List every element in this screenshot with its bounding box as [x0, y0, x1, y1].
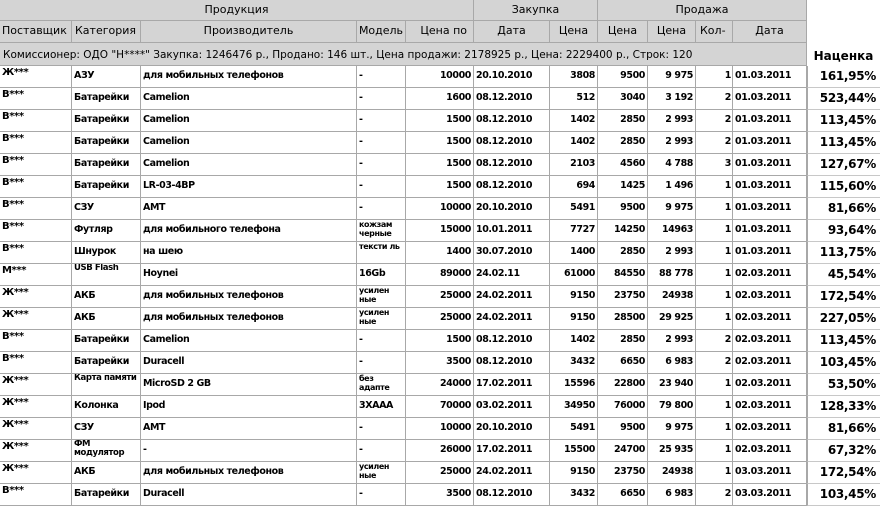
cell-maker[interactable]: Camelion: [141, 132, 357, 154]
cell-list-price[interactable]: 1500: [406, 132, 474, 154]
cell-markup[interactable]: 128,33%: [807, 396, 880, 418]
cell-model[interactable]: -: [357, 110, 406, 132]
header-group-sale[interactable]: Продажа: [598, 0, 807, 21]
cell-buy-price[interactable]: 9150: [550, 462, 598, 484]
cell-list-price[interactable]: 70000: [406, 396, 474, 418]
cell-model[interactable]: без адапте: [357, 374, 406, 396]
cell-supplier[interactable]: Ж***: [0, 396, 72, 418]
cell-model[interactable]: -: [357, 352, 406, 374]
column-header-sale-price[interactable]: Цена: [598, 21, 648, 43]
cell-buy-price[interactable]: 2103: [550, 154, 598, 176]
cell-sale-date[interactable]: 03.03.2011: [733, 462, 807, 484]
column-header-sale-price-total[interactable]: Цена: [648, 21, 696, 43]
header-group-product[interactable]: Продукция: [0, 0, 474, 21]
cell-markup[interactable]: 81,66%: [807, 418, 880, 440]
cell-supplier[interactable]: В***: [0, 176, 72, 198]
cell-category[interactable]: Батарейки: [72, 110, 141, 132]
cell-quantity[interactable]: 1: [696, 242, 733, 264]
cell-buy-date[interactable]: 08.12.2010: [474, 176, 550, 198]
cell-model[interactable]: 16Gb: [357, 264, 406, 286]
cell-sale-price-total[interactable]: 14963: [648, 220, 696, 242]
cell-sale-date[interactable]: 01.03.2011: [733, 242, 807, 264]
cell-quantity[interactable]: 1: [696, 396, 733, 418]
cell-buy-price[interactable]: 34950: [550, 396, 598, 418]
cell-category[interactable]: Батарейки: [72, 330, 141, 352]
cell-markup[interactable]: 113,45%: [807, 330, 880, 352]
cell-quantity[interactable]: 1: [696, 176, 733, 198]
cell-category[interactable]: АЗУ: [72, 66, 141, 88]
cell-sale-price[interactable]: 23750: [598, 286, 648, 308]
cell-maker[interactable]: Camelion: [141, 154, 357, 176]
cell-markup[interactable]: 103,45%: [807, 484, 880, 506]
cell-list-price[interactable]: 1600: [406, 88, 474, 110]
cell-model[interactable]: усилен ные: [357, 286, 406, 308]
column-header-buy-date[interactable]: Дата: [474, 21, 550, 43]
cell-list-price[interactable]: 15000: [406, 220, 474, 242]
cell-category[interactable]: СЗУ: [72, 198, 141, 220]
cell-quantity[interactable]: 1: [696, 418, 733, 440]
cell-model[interactable]: -: [357, 418, 406, 440]
cell-buy-date[interactable]: 03.02.2011: [474, 396, 550, 418]
header-group-purchase[interactable]: Закупка: [474, 0, 598, 21]
cell-supplier[interactable]: Ж***: [0, 66, 72, 88]
cell-supplier[interactable]: В***: [0, 154, 72, 176]
cell-buy-date[interactable]: 20.10.2010: [474, 418, 550, 440]
cell-maker[interactable]: Camelion: [141, 330, 357, 352]
cell-sale-date[interactable]: 02.03.2011: [733, 330, 807, 352]
cell-buy-price[interactable]: 9150: [550, 286, 598, 308]
cell-quantity[interactable]: 2: [696, 352, 733, 374]
cell-buy-price[interactable]: 694: [550, 176, 598, 198]
cell-model[interactable]: -: [357, 132, 406, 154]
cell-model[interactable]: усилен ные: [357, 462, 406, 484]
cell-sale-price[interactable]: 84550: [598, 264, 648, 286]
cell-sale-price[interactable]: 28500: [598, 308, 648, 330]
cell-markup[interactable]: 113,75%: [807, 242, 880, 264]
cell-sale-price-total[interactable]: 24938: [648, 462, 696, 484]
cell-markup[interactable]: 161,95%: [807, 66, 880, 88]
cell-sale-price[interactable]: 24700: [598, 440, 648, 462]
cell-category[interactable]: Шнурок: [72, 242, 141, 264]
cell-category[interactable]: АКБ: [72, 308, 141, 330]
cell-maker[interactable]: Hoynei: [141, 264, 357, 286]
cell-sale-price[interactable]: 4560: [598, 154, 648, 176]
cell-markup[interactable]: 93,64%: [807, 220, 880, 242]
cell-sale-price[interactable]: 3040: [598, 88, 648, 110]
column-header-buy-price[interactable]: Цена: [550, 21, 598, 43]
cell-list-price[interactable]: 1500: [406, 154, 474, 176]
cell-buy-date[interactable]: 17.02.2011: [474, 440, 550, 462]
column-header-quantity[interactable]: Кол-: [696, 21, 733, 43]
cell-category[interactable]: Футляр: [72, 220, 141, 242]
cell-category[interactable]: Карта памяти: [72, 374, 141, 396]
cell-list-price[interactable]: 10000: [406, 418, 474, 440]
cell-supplier[interactable]: В***: [0, 242, 72, 264]
cell-buy-price[interactable]: 1400: [550, 242, 598, 264]
cell-maker[interactable]: АМТ: [141, 418, 357, 440]
cell-sale-price-total[interactable]: 6 983: [648, 484, 696, 506]
cell-quantity[interactable]: 1: [696, 198, 733, 220]
cell-buy-date[interactable]: 30.07.2010: [474, 242, 550, 264]
cell-sale-price-total[interactable]: 9 975: [648, 66, 696, 88]
cell-sale-date[interactable]: 01.03.2011: [733, 132, 807, 154]
cell-category[interactable]: Батарейки: [72, 132, 141, 154]
cell-markup[interactable]: 227,05%: [807, 308, 880, 330]
cell-sale-price-total[interactable]: 3 192: [648, 88, 696, 110]
cell-supplier[interactable]: В***: [0, 330, 72, 352]
cell-supplier[interactable]: Ж***: [0, 418, 72, 440]
cell-sale-price[interactable]: 76000: [598, 396, 648, 418]
cell-sale-date[interactable]: 01.03.2011: [733, 220, 807, 242]
cell-sale-date[interactable]: 01.03.2011: [733, 110, 807, 132]
cell-list-price[interactable]: 1500: [406, 176, 474, 198]
cell-category[interactable]: Батарейки: [72, 154, 141, 176]
cell-sale-price[interactable]: 2850: [598, 330, 648, 352]
cell-buy-price[interactable]: 3808: [550, 66, 598, 88]
cell-sale-date[interactable]: 02.03.2011: [733, 418, 807, 440]
cell-markup[interactable]: 113,45%: [807, 132, 880, 154]
cell-quantity[interactable]: 1: [696, 308, 733, 330]
cell-buy-date[interactable]: 08.12.2010: [474, 484, 550, 506]
cell-quantity[interactable]: 2: [696, 132, 733, 154]
cell-category[interactable]: АКБ: [72, 462, 141, 484]
cell-maker[interactable]: Ipod: [141, 396, 357, 418]
cell-supplier[interactable]: Ж***: [0, 374, 72, 396]
cell-category[interactable]: Батарейки: [72, 484, 141, 506]
cell-buy-date[interactable]: 08.12.2010: [474, 154, 550, 176]
cell-buy-date[interactable]: 20.10.2010: [474, 66, 550, 88]
cell-model[interactable]: 3XAAA: [357, 396, 406, 418]
column-header-list-price[interactable]: Цена по: [406, 21, 474, 43]
cell-maker[interactable]: АМТ: [141, 198, 357, 220]
cell-buy-price[interactable]: 1402: [550, 330, 598, 352]
cell-sale-price[interactable]: 2850: [598, 110, 648, 132]
cell-list-price[interactable]: 1400: [406, 242, 474, 264]
cell-supplier[interactable]: В***: [0, 484, 72, 506]
cell-buy-price[interactable]: 3432: [550, 352, 598, 374]
column-header-model[interactable]: Модель: [357, 21, 406, 43]
cell-sale-date[interactable]: 02.03.2011: [733, 352, 807, 374]
cell-maker[interactable]: для мобильного телефона: [141, 220, 357, 242]
cell-sale-price[interactable]: 9500: [598, 66, 648, 88]
cell-supplier[interactable]: Ж***: [0, 286, 72, 308]
cell-markup[interactable]: 127,67%: [807, 154, 880, 176]
cell-sale-date[interactable]: 02.03.2011: [733, 286, 807, 308]
cell-markup[interactable]: 53,50%: [807, 374, 880, 396]
cell-maker[interactable]: для мобильных телефонов: [141, 308, 357, 330]
cell-sale-price-total[interactable]: 2 993: [648, 132, 696, 154]
cell-maker[interactable]: Camelion: [141, 88, 357, 110]
cell-maker[interactable]: -: [141, 440, 357, 462]
cell-buy-date[interactable]: 08.12.2010: [474, 88, 550, 110]
cell-sale-price[interactable]: 9500: [598, 418, 648, 440]
cell-category[interactable]: Колонка: [72, 396, 141, 418]
cell-list-price[interactable]: 25000: [406, 462, 474, 484]
cell-supplier[interactable]: Ж***: [0, 462, 72, 484]
cell-maker[interactable]: для мобильных телефонов: [141, 462, 357, 484]
cell-buy-date[interactable]: 20.10.2010: [474, 198, 550, 220]
cell-list-price[interactable]: 3500: [406, 352, 474, 374]
cell-quantity[interactable]: 1: [696, 286, 733, 308]
cell-supplier[interactable]: М***: [0, 264, 72, 286]
cell-quantity[interactable]: 1: [696, 462, 733, 484]
cell-list-price[interactable]: 1500: [406, 110, 474, 132]
cell-sale-price-total[interactable]: 29 925: [648, 308, 696, 330]
cell-sale-price[interactable]: 14250: [598, 220, 648, 242]
cell-markup[interactable]: 103,45%: [807, 352, 880, 374]
cell-markup[interactable]: 115,60%: [807, 176, 880, 198]
cell-quantity[interactable]: 2: [696, 110, 733, 132]
cell-buy-price[interactable]: 1402: [550, 132, 598, 154]
cell-supplier[interactable]: Ж***: [0, 440, 72, 462]
cell-model[interactable]: -: [357, 88, 406, 110]
cell-category[interactable]: ФМ модулятор: [72, 440, 141, 462]
cell-sale-price-total[interactable]: 4 788: [648, 154, 696, 176]
cell-sale-price[interactable]: 6650: [598, 484, 648, 506]
column-header-supplier[interactable]: Поставщик: [0, 21, 72, 43]
cell-buy-date[interactable]: 24.02.2011: [474, 286, 550, 308]
cell-category[interactable]: СЗУ: [72, 418, 141, 440]
cell-category[interactable]: USB Flash: [72, 264, 141, 286]
cell-sale-price[interactable]: 23750: [598, 462, 648, 484]
cell-sale-price-total[interactable]: 9 975: [648, 198, 696, 220]
cell-model[interactable]: тексти ль: [357, 242, 406, 264]
cell-quantity[interactable]: 1: [696, 66, 733, 88]
cell-list-price[interactable]: 25000: [406, 308, 474, 330]
cell-buy-price[interactable]: 15596: [550, 374, 598, 396]
cell-quantity[interactable]: 1: [696, 440, 733, 462]
cell-buy-date[interactable]: 17.02.2011: [474, 374, 550, 396]
cell-sale-price-total[interactable]: 23 940: [648, 374, 696, 396]
cell-list-price[interactable]: 10000: [406, 198, 474, 220]
cell-maker[interactable]: на шею: [141, 242, 357, 264]
cell-model[interactable]: кожзам черные: [357, 220, 406, 242]
cell-category[interactable]: АКБ: [72, 286, 141, 308]
cell-sale-price[interactable]: 9500: [598, 198, 648, 220]
cell-sale-price-total[interactable]: 2 993: [648, 330, 696, 352]
cell-sale-price-total[interactable]: 2 993: [648, 242, 696, 264]
cell-sale-price[interactable]: 2850: [598, 242, 648, 264]
cell-sale-date[interactable]: 02.03.2011: [733, 264, 807, 286]
cell-markup[interactable]: 45,54%: [807, 264, 880, 286]
cell-buy-price[interactable]: 9150: [550, 308, 598, 330]
cell-list-price[interactable]: 26000: [406, 440, 474, 462]
cell-buy-price[interactable]: 5491: [550, 418, 598, 440]
cell-model[interactable]: -: [357, 440, 406, 462]
cell-sale-date[interactable]: 02.03.2011: [733, 440, 807, 462]
cell-sale-price-total[interactable]: 9 975: [648, 418, 696, 440]
cell-maker[interactable]: для мобильных телефонов: [141, 286, 357, 308]
cell-sale-date[interactable]: 01.03.2011: [733, 154, 807, 176]
cell-maker[interactable]: LR-03-4BP: [141, 176, 357, 198]
markup-column-header: Наценка: [813, 49, 874, 63]
cell-markup[interactable]: 67,32%: [807, 440, 880, 462]
cell-model[interactable]: -: [357, 176, 406, 198]
cell-model[interactable]: -: [357, 198, 406, 220]
cell-quantity[interactable]: 1: [696, 374, 733, 396]
cell-sale-price-total[interactable]: 88 778: [648, 264, 696, 286]
cell-model[interactable]: -: [357, 154, 406, 176]
cell-quantity[interactable]: 3: [696, 154, 733, 176]
cell-buy-price[interactable]: 61000: [550, 264, 598, 286]
cell-model[interactable]: -: [357, 484, 406, 506]
cell-buy-price[interactable]: 7727: [550, 220, 598, 242]
cell-buy-price[interactable]: 15500: [550, 440, 598, 462]
cell-buy-date[interactable]: 10.01.2011: [474, 220, 550, 242]
cell-supplier[interactable]: В***: [0, 198, 72, 220]
cell-sale-price-total[interactable]: 24938: [648, 286, 696, 308]
cell-model[interactable]: усилен ные: [357, 308, 406, 330]
cell-quantity[interactable]: 1: [696, 220, 733, 242]
cell-sale-price-total[interactable]: 79 800: [648, 396, 696, 418]
cell-category[interactable]: Батарейки: [72, 352, 141, 374]
cell-sale-price[interactable]: 22800: [598, 374, 648, 396]
cell-list-price[interactable]: 1500: [406, 330, 474, 352]
cell-list-price[interactable]: 89000: [406, 264, 474, 286]
cell-markup[interactable]: 172,54%: [807, 462, 880, 484]
cell-maker[interactable]: Camelion: [141, 110, 357, 132]
cell-category[interactable]: Батарейки: [72, 176, 141, 198]
cell-maker[interactable]: Duracell: [141, 352, 357, 374]
cell-sale-date[interactable]: 02.03.2011: [733, 308, 807, 330]
cell-supplier[interactable]: В***: [0, 220, 72, 242]
cell-sale-date[interactable]: 01.03.2011: [733, 198, 807, 220]
cell-buy-price[interactable]: 1402: [550, 110, 598, 132]
cell-buy-date[interactable]: 24.02.2011: [474, 462, 550, 484]
cell-maker[interactable]: Duracell: [141, 484, 357, 506]
cell-maker[interactable]: MicroSD 2 GB: [141, 374, 357, 396]
cell-list-price[interactable]: 10000: [406, 66, 474, 88]
cell-sale-price[interactable]: 6650: [598, 352, 648, 374]
column-header-maker[interactable]: Производитель: [141, 21, 357, 43]
cell-sale-date[interactable]: 02.03.2011: [733, 396, 807, 418]
cell-sale-date[interactable]: 01.03.2011: [733, 176, 807, 198]
cell-buy-date[interactable]: 24.02.2011: [474, 308, 550, 330]
cell-list-price[interactable]: 25000: [406, 286, 474, 308]
cell-quantity[interactable]: 2: [696, 88, 733, 110]
cell-buy-price[interactable]: 512: [550, 88, 598, 110]
cell-markup[interactable]: 523,44%: [807, 88, 880, 110]
cell-supplier[interactable]: В***: [0, 88, 72, 110]
cell-sale-price-total[interactable]: 1 496: [648, 176, 696, 198]
cell-sale-price-total[interactable]: 6 983: [648, 352, 696, 374]
cell-sale-price-total[interactable]: 25 935: [648, 440, 696, 462]
group-row-summary[interactable]: Комиссионер: ОДО "Н****" Закупка: 1246476 р., Продано: 146 шт., Цена продажи: 2178925 р., Цена: 2229400 р., Строк: 120: [0, 43, 807, 66]
column-header-category[interactable]: Категория: [72, 21, 141, 43]
cell-buy-price[interactable]: 5491: [550, 198, 598, 220]
cell-sale-date[interactable]: 02.03.2011: [733, 374, 807, 396]
cell-quantity[interactable]: 2: [696, 330, 733, 352]
cell-sale-date[interactable]: 01.03.2011: [733, 88, 807, 110]
cell-supplier[interactable]: В***: [0, 110, 72, 132]
cell-markup[interactable]: 81,66%: [807, 198, 880, 220]
cell-buy-price[interactable]: 3432: [550, 484, 598, 506]
cell-category[interactable]: Батарейки: [72, 88, 141, 110]
cell-buy-date[interactable]: 24.02.11: [474, 264, 550, 286]
cell-buy-date[interactable]: 08.12.2010: [474, 352, 550, 374]
cell-model[interactable]: -: [357, 330, 406, 352]
cell-markup[interactable]: 113,45%: [807, 110, 880, 132]
cell-sale-price-total[interactable]: 2 993: [648, 110, 696, 132]
cell-maker[interactable]: для мобильных телефонов: [141, 66, 357, 88]
cell-sale-price[interactable]: 2850: [598, 132, 648, 154]
cell-buy-date[interactable]: 08.12.2010: [474, 110, 550, 132]
cell-quantity[interactable]: 1: [696, 264, 733, 286]
cell-model[interactable]: -: [357, 66, 406, 88]
cell-sale-price[interactable]: 1425: [598, 176, 648, 198]
cell-sale-date[interactable]: 03.03.2011: [733, 484, 807, 506]
cell-supplier[interactable]: В***: [0, 352, 72, 374]
cell-sale-date[interactable]: 01.03.2011: [733, 66, 807, 88]
cell-buy-date[interactable]: 08.12.2010: [474, 330, 550, 352]
cell-quantity[interactable]: 2: [696, 484, 733, 506]
cell-list-price[interactable]: 24000: [406, 374, 474, 396]
cell-list-price[interactable]: 3500: [406, 484, 474, 506]
column-header-sale-date[interactable]: Дата: [733, 21, 807, 43]
cell-supplier[interactable]: Ж***: [0, 308, 72, 330]
cell-supplier[interactable]: В***: [0, 132, 72, 154]
cell-buy-date[interactable]: 08.12.2010: [474, 132, 550, 154]
cell-markup[interactable]: 172,54%: [807, 286, 880, 308]
